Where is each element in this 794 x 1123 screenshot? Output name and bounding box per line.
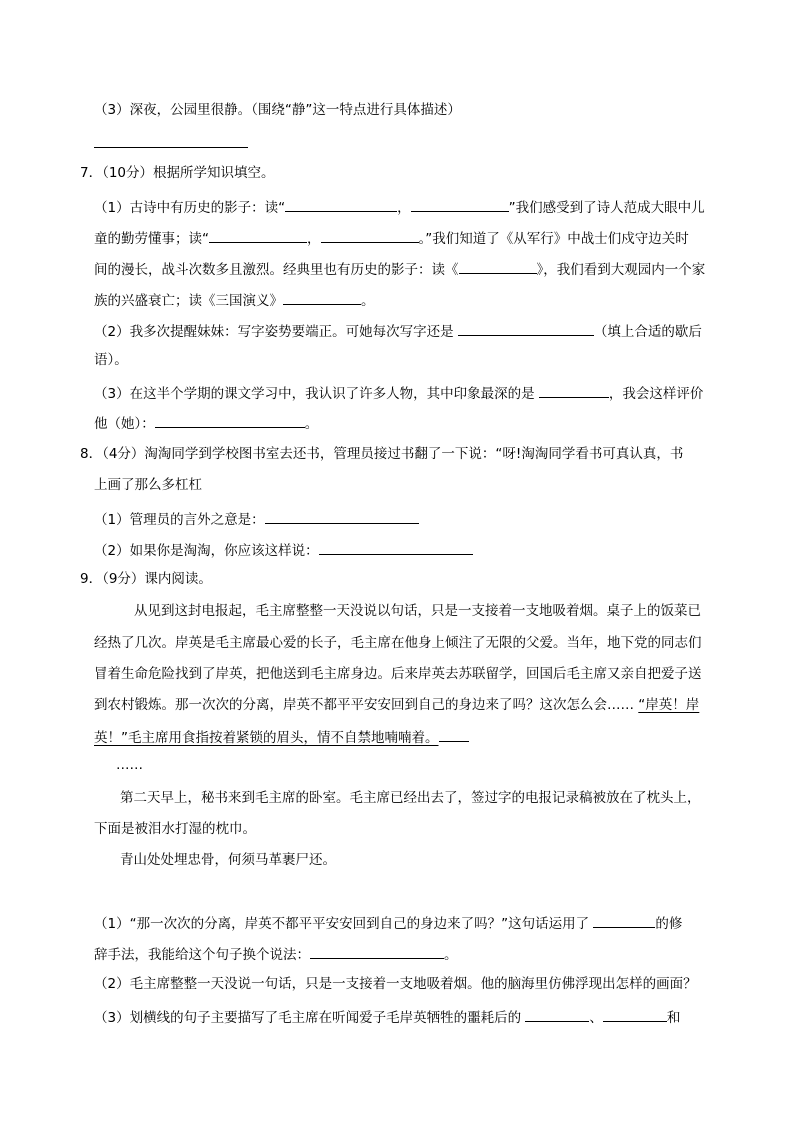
q9-text: 到农村锻炼。那一次次的分离，岸英不都平平安安回到自己的身边来了吗？这次怎么会…… bbox=[94, 697, 639, 713]
q7-text: 他（她）： bbox=[94, 416, 155, 432]
q8-sub1 bbox=[94, 508, 419, 530]
q7-blank-evaluation[interactable] bbox=[155, 412, 305, 428]
q9-ellipsis: …… bbox=[116, 757, 143, 773]
q9-passage-para2-line1: 第二天早上，秘书来到毛主席的卧室。毛主席已经出去了，签过字的电报记录稿被放在了枕头上， bbox=[120, 790, 701, 806]
q8-text: （2）如果你是淘淘，你应该这样说： bbox=[94, 543, 319, 559]
q7-text: ，我会这样评价 bbox=[608, 386, 704, 402]
q9-blank-action2[interactable] bbox=[603, 1006, 667, 1022]
q7-text: （1）古诗中有历史的影子：读“ bbox=[94, 200, 286, 216]
q8-blank-implication[interactable] bbox=[265, 508, 419, 524]
q9-text: 、 bbox=[589, 1010, 603, 1026]
q7-blank-poem3[interactable] bbox=[209, 227, 307, 243]
q7-text: 族的兴盛衰亡；读《三国演义》 bbox=[94, 293, 283, 309]
q9-text: 辞手法，我能给这个句子换个说法： bbox=[94, 947, 310, 963]
q9-text: 。 bbox=[444, 947, 458, 963]
q7-blank-poem2[interactable] bbox=[411, 196, 509, 212]
q7-text: ， bbox=[307, 231, 321, 247]
q7-sub2-line2: 语）。 bbox=[94, 352, 128, 368]
q9-underlined-sentence: 英！”毛主席用食指按着紧锁的眉头，情不自禁地喃喃着。 bbox=[94, 730, 439, 746]
q9-blank-rhetoric[interactable] bbox=[593, 912, 655, 928]
q9-text: 的修 bbox=[655, 916, 683, 932]
q9-blank-rewrite[interactable] bbox=[310, 943, 444, 959]
q9-passage-line3: 冒着生命危险找到了岸英，把他送到毛主席身边。后来岸英去苏联留学，回国后毛主席又亲自把爱子送 bbox=[94, 666, 702, 682]
q9-header: 9．（9分）课内阅读。 bbox=[80, 571, 212, 587]
q7-sub1-line4 bbox=[94, 289, 375, 311]
q9-passage-line1: 从见到这封电报起，毛主席整整一天没说以句话，只是一支接着一支地吸着烟。桌子上的饭菜已 bbox=[134, 603, 701, 619]
q9-underlined-sentence: “岸英！岸 bbox=[638, 697, 700, 713]
q7-text: 》，我们看到大观园内一个家 bbox=[536, 262, 706, 278]
q9-sub2: （2）毛主席整整一天没说一句话，只是一支接着一支地吸着烟。他的脑海里仿佛浮现出怎样的画面？ bbox=[94, 976, 697, 992]
q7-text: ”我们感受到了诗人范成大眼中儿 bbox=[508, 200, 705, 216]
q9-poem: 青山处处埋忠骨，何须马革裹尸还。 bbox=[120, 852, 336, 868]
q8-header-line1: 8．（4分）淘淘同学到学校图书室去还书，管理员接过书翻了一下说：“呀!淘淘同学看书可真认真，书 bbox=[80, 446, 684, 462]
q7-text: （填上合适的歇后 bbox=[593, 324, 702, 340]
q9-blank-action1[interactable] bbox=[525, 1006, 589, 1022]
q9-text: 和 bbox=[666, 1010, 681, 1026]
q7-text: （3）在这半个学期的课文学习中，我认识了许多人物，其中印象最深的是 bbox=[94, 386, 539, 402]
q7-blank-poem1[interactable] bbox=[285, 196, 397, 212]
q7-blank-xiehouyu[interactable] bbox=[458, 320, 594, 336]
q7-sub3-line1 bbox=[94, 382, 703, 404]
q9-text: （3）划横线的句子主要描写了毛主席在听闻爱子毛岸英牺牲的噩耗后的 bbox=[94, 1010, 526, 1026]
q7-text: 。 bbox=[304, 416, 319, 432]
q9-passage-line4 bbox=[94, 695, 699, 715]
q7-sub2-line1 bbox=[94, 320, 702, 342]
q7-text: 童的勤劳懂事；读“ bbox=[94, 231, 209, 247]
q9-passage-line2: 经热了几次。岸英是毛主席最心爱的长子，毛主席在他身上倾注了无限的父爱。当年，地下党的同志们 bbox=[94, 635, 702, 651]
q7-blank-poem4[interactable] bbox=[321, 227, 419, 243]
q9-passage-line5 bbox=[94, 726, 469, 748]
q9-sub1-line2 bbox=[94, 943, 458, 965]
q9-passage-para2-line2: 下面是被泪水打湿的枕巾。 bbox=[94, 821, 256, 837]
q8-header-line2: 上画了那么多杠杠 bbox=[94, 477, 202, 493]
q7-sub1-line1 bbox=[94, 196, 705, 218]
q7-text: ， bbox=[397, 200, 411, 216]
q7-header: 7．（10分）根据所学知识填空。 bbox=[80, 165, 275, 181]
q9-underline-tail bbox=[439, 726, 469, 742]
q8-sub2 bbox=[94, 539, 473, 561]
q7-sub1-line2 bbox=[94, 227, 689, 249]
q9-sub3 bbox=[94, 1006, 680, 1028]
q7-blank-book[interactable] bbox=[459, 258, 537, 274]
q7-sub3-line2 bbox=[94, 412, 318, 434]
q6-sub3-answer-line[interactable] bbox=[94, 132, 248, 154]
q8-blank-reply[interactable] bbox=[319, 539, 473, 555]
q6-sub3-prompt: （3）深夜，公园里很静。（围绕“静”这一特点进行具体描述） bbox=[94, 102, 461, 118]
q7-blank-person[interactable] bbox=[539, 382, 609, 398]
q8-text: （1）管理员的言外之意是： bbox=[94, 512, 265, 528]
q9-sub1-line1 bbox=[94, 912, 682, 934]
q7-blank-sanguo[interactable] bbox=[283, 289, 361, 305]
q7-text: 间的漫长，战斗次数多且激烈。经典里也有历史的影子：读《 bbox=[94, 262, 459, 278]
q7-text: （2）我多次提醒妹妹：写字姿势要端正。可她每次写字还是 bbox=[94, 324, 458, 340]
q7-sub1-line3 bbox=[94, 258, 705, 280]
q7-text: 。 bbox=[361, 293, 375, 309]
q9-text: （1）“那一次次的分离，岸英不都平平安安回到自己的身边来了吗？”这句话运用了 bbox=[94, 916, 594, 932]
q7-text: 。”我们知道了《从军行》中战士们戍守边关时 bbox=[418, 231, 689, 247]
